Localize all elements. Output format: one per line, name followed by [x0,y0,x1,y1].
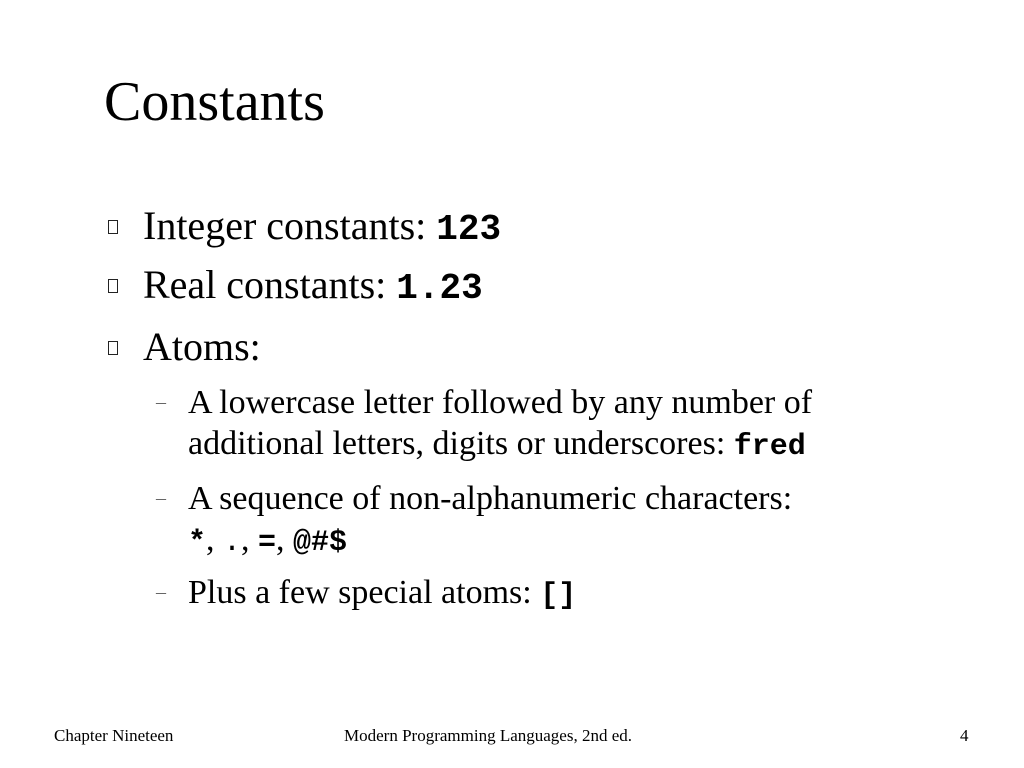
sub-bullet-code: @#$ [293,526,348,560]
bullet-box-icon [108,279,118,293]
bullet-code: 123 [436,209,502,250]
separator: , [276,521,294,558]
dash-icon: – [156,487,166,509]
footer-chapter: Chapter Nineteen [54,726,174,745]
bullet-code: 1.23 [396,268,483,309]
separator: , [206,521,224,558]
sub-bullet-code: * [188,526,207,560]
bullet-text: Atoms: [143,324,261,369]
sub-bullet-text: A lowercase letter followed by any number of additional letters, digits or underscores: [188,384,813,462]
sub-bullet-code: [] [540,579,577,613]
dash-icon: – [156,581,166,603]
bullet-real-constants [143,260,483,314]
footer-page-number: 4 [960,726,969,745]
sub-bullet-code: = [258,526,277,560]
bullet-atoms [143,322,261,372]
slide-title: Constants [104,71,325,133]
sub-bullet-special-atoms [188,572,948,617]
sub-bullet-code: . [223,526,242,560]
sub-bullet-lowercase-atoms [188,382,948,468]
bullet-box-icon [108,220,118,234]
bullet-text: Real constants: [143,262,397,307]
dash-icon: – [156,391,166,413]
sub-bullet-symbol-atoms [188,478,948,564]
bullet-box-icon [108,341,118,355]
bullet-text: Integer constants: [143,203,437,248]
sub-bullet-text: Plus a few special atoms: [188,574,541,611]
footer-book-title: Modern Programming Languages, 2nd ed. [344,726,632,745]
separator: , [241,521,259,558]
sub-bullet-text: A sequence of non-alphanumeric characters: [188,480,793,517]
bullet-integer-constants [143,201,501,255]
sub-bullet-code: fred [733,430,806,464]
